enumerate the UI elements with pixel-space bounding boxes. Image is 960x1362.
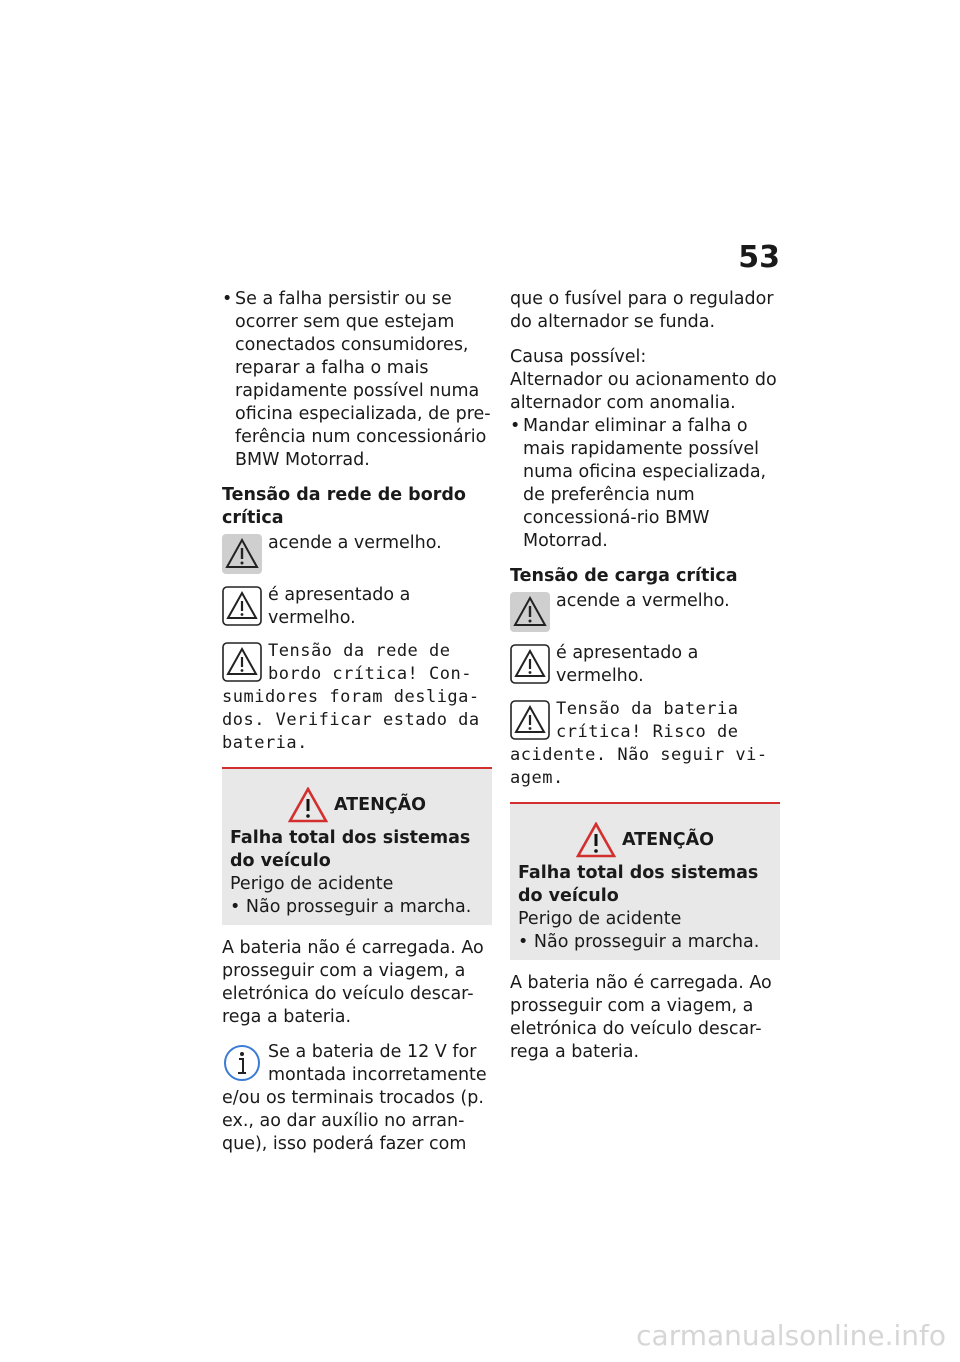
warning-triangle-icon — [510, 592, 550, 632]
cause-text: Alternador ou acionamento do alternador com anomalia. — [510, 370, 777, 413]
warning-title: ATENÇÃO — [622, 829, 714, 850]
left-column — [222, 288, 492, 1156]
watermark: carmanualsonline.info — [636, 1319, 946, 1352]
info-text: Se a bateria de 12 V for montada incorretamente e/ou os terminais trocados (p. ex., ao dar auxílio no arran-que), isso poderá fazer com — [222, 1042, 487, 1154]
display-warning-icon — [510, 700, 550, 740]
indicator-row — [510, 590, 780, 632]
caution-icon — [576, 822, 616, 858]
paragraph: A bateria não é carregada. Ao prosseguir com a viagem, a eletrónica do veículo descar-rega a bateria. — [222, 938, 484, 1027]
display-warning-icon — [510, 644, 550, 684]
warning-subtitle: Falha total dos sistemas do veículo — [518, 863, 759, 906]
display-row — [510, 642, 780, 688]
right-column — [510, 288, 780, 1076]
indicator-text: acende a vermelho. — [268, 533, 442, 553]
warning-header — [230, 787, 484, 823]
warning-bullet: • Não prosseguir a marcha. — [230, 897, 472, 917]
warning-text: Perigo de acidente — [518, 909, 682, 929]
display-warning-icon — [222, 586, 262, 626]
bullet-dot: • — [510, 416, 521, 436]
warning-bullet: • Não prosseguir a marcha. — [518, 932, 760, 952]
warning-header — [518, 822, 772, 858]
warning-title: ATENÇÃO — [334, 794, 426, 815]
section-heading: Tensão de carga crítica — [510, 566, 738, 586]
warning-box — [510, 802, 780, 960]
bullet-text: Se a falha persistir ou se ocorrer sem que estejam conectados consumidores, reparar a falha o mais rapidamente possível numa oficina especializada, de pre-ferência num concessionário BMW Motorrad. — [235, 289, 491, 470]
cause-label: Causa possível: — [510, 347, 647, 367]
display-message — [510, 698, 780, 790]
indicator-row — [222, 532, 492, 574]
list-item — [222, 288, 492, 472]
bullet-dot: • — [222, 289, 233, 309]
warning-subtitle: Falha total dos sistemas do veículo — [230, 828, 471, 871]
indicator-text: acende a vermelho. — [556, 591, 730, 611]
page-number: 53 — [738, 240, 780, 275]
warning-box — [222, 767, 492, 925]
display-message-text: Tensão da bateria crítica! Risco de acidente. Não seguir vi-agem. — [510, 699, 768, 788]
bullet-text: Mandar eliminar a falha o mais rapidamente possível numa oficina especializada, de preferência num concessioná-rio BMW Motorrad. — [523, 416, 767, 551]
display-text: é apresentado a vermelho. — [556, 643, 699, 686]
section-heading: Tensão da rede de bordo crítica — [222, 485, 466, 528]
info-note — [222, 1041, 492, 1156]
display-message-text: Tensão da rede de bordo crítica! Con-sumidores foram desliga-dos. Verificar estado da bateria. — [222, 641, 480, 753]
paragraph: que o fusível para o regulador do alternador se funda. — [510, 289, 774, 332]
display-text: é apresentado a vermelho. — [268, 585, 411, 628]
caution-icon — [288, 787, 328, 823]
display-row — [222, 584, 492, 630]
display-message — [222, 640, 492, 755]
display-warning-icon — [222, 642, 262, 682]
info-icon — [222, 1043, 262, 1083]
paragraph: A bateria não é carregada. Ao prosseguir com a viagem, a eletrónica do veículo descar-rega a bateria. — [510, 973, 772, 1062]
list-item — [510, 415, 780, 553]
warning-triangle-icon — [222, 534, 262, 574]
warning-text: Perigo de acidente — [230, 874, 394, 894]
